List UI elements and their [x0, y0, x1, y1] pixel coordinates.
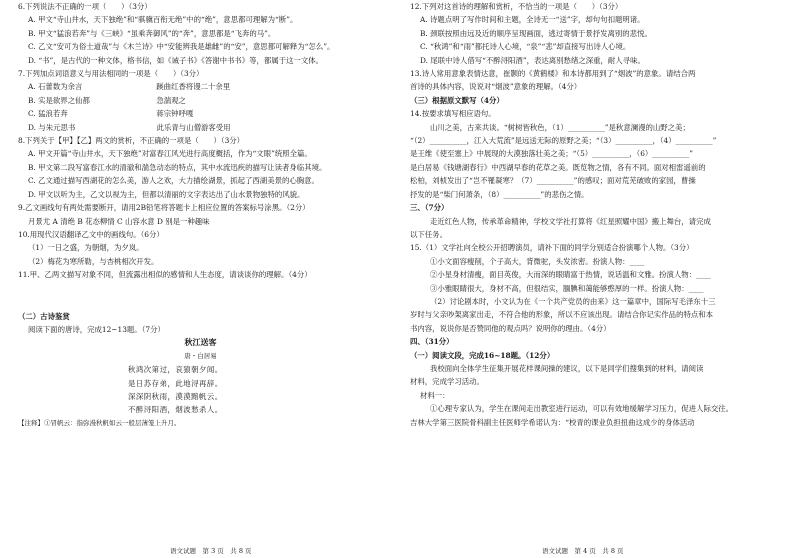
- q15-part-2-cont: 岁时与父亲吵架离家出走，不符合他的形象，所以不应该出现。请结合你记实作品的特点和本: [410, 310, 714, 320]
- q10-item-2: （2）梅花为寒所勒，与杏桃相次开发。: [28, 256, 159, 266]
- q15-part-2-cont: 书内容，说说你是否赞同他的观点吗？说明你的理由。（4分）: [410, 323, 611, 333]
- q12-option-c: C. “秋鸿”和“雨”都托诗人心境，“泉”“悲”却直接写出诗人心境。: [420, 42, 631, 52]
- q15-part-2: （2）讨论剧本时，小文认为在《一个共产党员的由来》这一篇章中，国际写毛泽东十三: [430, 296, 716, 306]
- q7-option-a: A. 石蕾数为余言 蹊曲红香将谩二十余里: [28, 82, 231, 92]
- question-12: 12.下列对这首诗的理解和赏析，不恰当的一项是（ ）（3分）: [410, 2, 623, 11]
- material-1-label: 材料一：: [420, 390, 450, 400]
- question-10: 10.用现代汉语翻译乙文中的画线句。（6分）: [18, 229, 164, 239]
- poem-title: 秋江送客: [184, 337, 217, 348]
- q7-option-b: B. 实是欲界之仙都 急湍观之: [28, 95, 186, 105]
- q15-item-1: ①小文面容瘦削，个子高大，背微驼，头发浓密。扮演人物：____: [430, 256, 645, 266]
- q8-option-b: B. 甲文第二段写富春江水的清澈和湍急动态的特点，其中水流迅疾的描写让读者身临其境。: [28, 162, 327, 172]
- question-15: 15.（1）文学社向全校公开招聘演员，请补下面的同学分别适合扮演哪个人物。（3分）: [410, 243, 694, 253]
- q6-option-c: C. 乙文“安可为俗士道哉”与《木兰诗》中“安能辨我是雄雌”的“安”，意思都可解释为“怎么”。: [28, 42, 335, 52]
- q8-option-a: A. 甲文开篇“寺山井水，天下独绝”对富春江风光进行高度概括，作为“文眼”统照全篇。: [28, 149, 312, 159]
- q7-option-c: C. 猛浪若奔 蒋宗钟呼嘎: [28, 109, 194, 119]
- material-1-text: ①心理专家认为，学生在课间走出教室进行运动，可以有效地缓解学习压力，促进人际交往。: [430, 404, 734, 414]
- poem-author: 唐・白居易: [184, 351, 217, 360]
- page-4-column: [410, 0, 780, 558]
- question-14: 14.按要求填写相应语句。: [410, 109, 496, 119]
- q14-text: 是白居易《钱塘湖春行》中西湖早春的花草之美。既览物之情，各有不同。面对相雷遥前的: [410, 162, 706, 172]
- q12-option-b: B. 颈联按照由远及近的顺序呈现画面，逃过寄情于景抒发离别的悲悦。: [420, 28, 652, 38]
- question-7: 7.下列加点词语意义与用法相同的一项是（ ）（3分）: [18, 69, 204, 79]
- q7-option-d: D. 与朱元思书 此乐青与山僧游客受用: [28, 122, 231, 132]
- q14-text: 是王维《使至塞上》中展现的大漠独落壮美之美；“（5）__________，（6）__________”: [410, 149, 694, 159]
- q12-option-d: D. 尾联中诗人借写“不醉浔阳酒”，表达离别愁绪之深重，耐人寻味。: [420, 55, 645, 65]
- q10-item-1: （1）一日之盛，为朝烟，为夕岚。: [28, 243, 144, 253]
- poem-line: 秋鸿次第过，哀猿朝夕闻。: [128, 365, 223, 375]
- poem-note: 【注释】①冒帆云：指弥漫秋帆如云一般层薄笼上升月。: [18, 418, 181, 427]
- question-8: 8.下列关于【甲】【乙】两文的赏析，不正确的一项是（ ）（3分）: [18, 136, 245, 146]
- page-footer-left: 语文试题 第 3 页 共 8 页: [170, 547, 252, 555]
- question-6: 6.下列说法不正确的一项（ ）（3分）: [18, 2, 152, 11]
- material-1-text: 吉林大学第三医院骨科副主任医师学希诺认为：“校青的课业负担扭曲这成少的身体活动: [410, 417, 695, 427]
- question-13: 13.诗人常用意象表情达意，崔颢的《黄鹤楼》和本诗都用到了“烟波”的意象。请结合两: [410, 69, 696, 79]
- q14-text: 抒发的是“柴门何萧条，（8）__________”的悲伤之情。: [410, 189, 589, 199]
- question-11: 11.甲、乙两文描写对象不同，但流露出相似的感情和人生态度，请谈谈你的理解。（4分）: [18, 270, 312, 280]
- poem-line: 深深阴秋雨，漠漠黯帆云。: [128, 391, 223, 401]
- question-13-cont: 首诗的具体内容，说说对“烟波”意象的理解。（4分）: [410, 82, 582, 92]
- answer-space: [18, 282, 383, 310]
- recitation-section-heading: （三）根据原文默写（4分）: [410, 95, 504, 105]
- q14-text: “（2）__________，江入大荒流”是远送无际的原野之美；“（3）__________，（4）__________”: [410, 136, 717, 146]
- reading-subsection-heading: （一）阅读文段，完成16~18题。（12分）: [410, 350, 555, 360]
- section-3-heading: 三、（7分）: [410, 203, 449, 213]
- poem-section-heading: （二）古诗鉴赏: [18, 311, 70, 321]
- poem-intro: 阅读下面的唐诗，完成12~13题。（7分）: [28, 324, 165, 334]
- q8-option-c: C. 乙文通过描写西湖花的怎么美，游人之欢，大力描绘湖景，抓起了西湖美景的心胸意。: [28, 176, 319, 186]
- poem-line: 是日苏存弟，此地浔再辞。: [128, 378, 223, 388]
- q15-item-2: ②小星身材清瘦，面目英俊，大而深的眼睛富于热情，说话温和文雅。扮演人物：____: [430, 270, 711, 280]
- q9-sentence: 月景尤 A 清绝 B 花态柳情 C 山容水意 D 别是一种趣味: [28, 216, 210, 226]
- q8-option-d: D. 甲文以听为主，乙文以视为主，但都以清丽的文字表达出了山水景物独特的风貌。: [28, 189, 305, 199]
- q14-text: 山川之美，古来共谈。“树树皆秋色，（1）__________”是秋意澜漫的山野之美；: [430, 122, 690, 132]
- q6-option-d: D. “书”，是古代的一种文体，格书信，如《诫子书》《答谢中书书》等，都属于这一文体。: [28, 55, 324, 65]
- section-3-intro: 走近红色人物，传承革命精神，学校文学社打算将《红星照耀中国》搬上舞台，请完成: [430, 216, 711, 226]
- poem-line: 不醉浔阳酒，烟波愁杀人。: [128, 405, 223, 415]
- question-9: 9.乙文画线句有两处需要断开，请用2B铅笔将答题卡上相应位置的答案标号涂黑。（2分）: [18, 203, 310, 213]
- page-footer-right: 语文试题 第 4 页 共 8 页: [542, 547, 624, 555]
- page-3-column: [18, 0, 383, 558]
- q15-item-3: ③小雅眼睛很大，身材不高，但很结实，腼腆和蔼能够憨厚的一样。扮演人物：____: [430, 283, 704, 293]
- q6-option-b: B. 甲文“猛浪若奔”与《三峡》“虽乘奔御风”的“奔”，意思都是“飞奔的马”。: [28, 28, 276, 38]
- reading-intro-cont: 材料，完成学习活动。: [410, 377, 484, 387]
- reading-intro: 我校面向全体学生征集开展花样课间操的建议，以下是同学们搜集到的材料，请阅读: [430, 363, 704, 373]
- q14-text: 松柏，刘桢发出了“岂不罹凝寒？（7）__________”的感叹；面对荒芜破败的家园，曹操: [410, 176, 696, 186]
- section-3-intro-cont: 以下任务。: [410, 229, 447, 239]
- q6-option-a: A. 甲文“寺山井水，天下独绝”和“骐骥百衔无绝”中的“绝”，意思都可理解为“断”。: [28, 15, 298, 25]
- q12-option-a: A. 诗题点明了写作时间和主题，全诗无一“送”字，却句句扣题明诸。: [420, 15, 645, 25]
- section-4-heading: 四、（31分）: [410, 337, 454, 347]
